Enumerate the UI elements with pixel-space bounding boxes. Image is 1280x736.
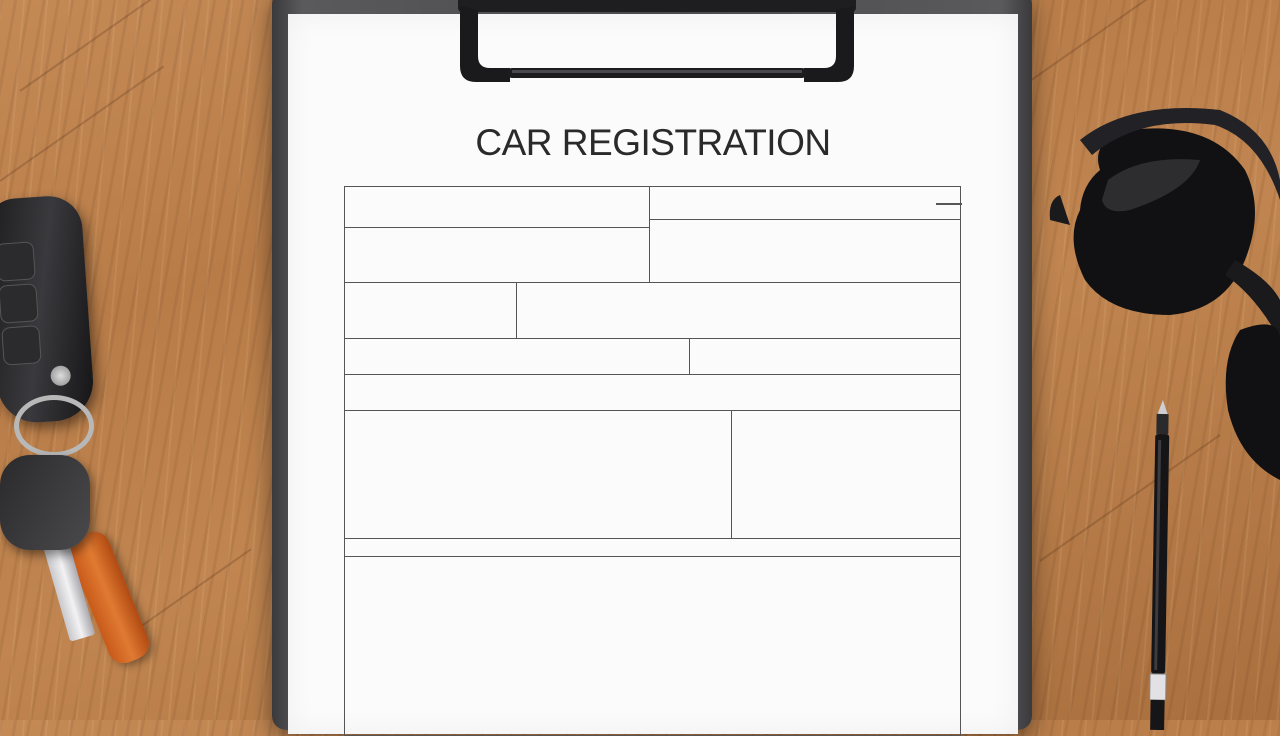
- form-field-details[interactable]: [344, 410, 732, 539]
- form-divider: [936, 203, 962, 205]
- fob-logo: [50, 365, 71, 386]
- form-field-section-header: [344, 538, 961, 557]
- form-field-make[interactable]: [344, 282, 517, 339]
- wood-grain-line: [1029, 0, 1194, 82]
- form-field-model[interactable]: [516, 282, 961, 339]
- fob-button: [1, 325, 42, 366]
- form-field-address[interactable]: [344, 227, 650, 283]
- form-title: CAR REGISTRATION: [475, 122, 831, 163]
- fob-button: [0, 241, 36, 282]
- form-field-signature[interactable]: [344, 556, 961, 736]
- form-field-color[interactable]: [689, 338, 961, 375]
- form-field-insurance[interactable]: [344, 374, 961, 411]
- fob-button: [0, 283, 39, 324]
- wood-grain-line: [0, 65, 164, 181]
- form-field-date[interactable]: [731, 410, 961, 539]
- sunglasses: [1040, 100, 1280, 500]
- form-field-registration-number[interactable]: [649, 186, 961, 220]
- clipboard-clip: [450, 0, 864, 88]
- form-field-year[interactable]: [344, 338, 690, 375]
- wood-grain-line: [19, 0, 233, 92]
- key-ring: [14, 395, 94, 457]
- key-fob: [0, 194, 96, 425]
- car-key-head: [0, 455, 90, 550]
- form-field-vehicle-id[interactable]: [649, 219, 961, 283]
- form-field-owner-name[interactable]: [344, 186, 650, 228]
